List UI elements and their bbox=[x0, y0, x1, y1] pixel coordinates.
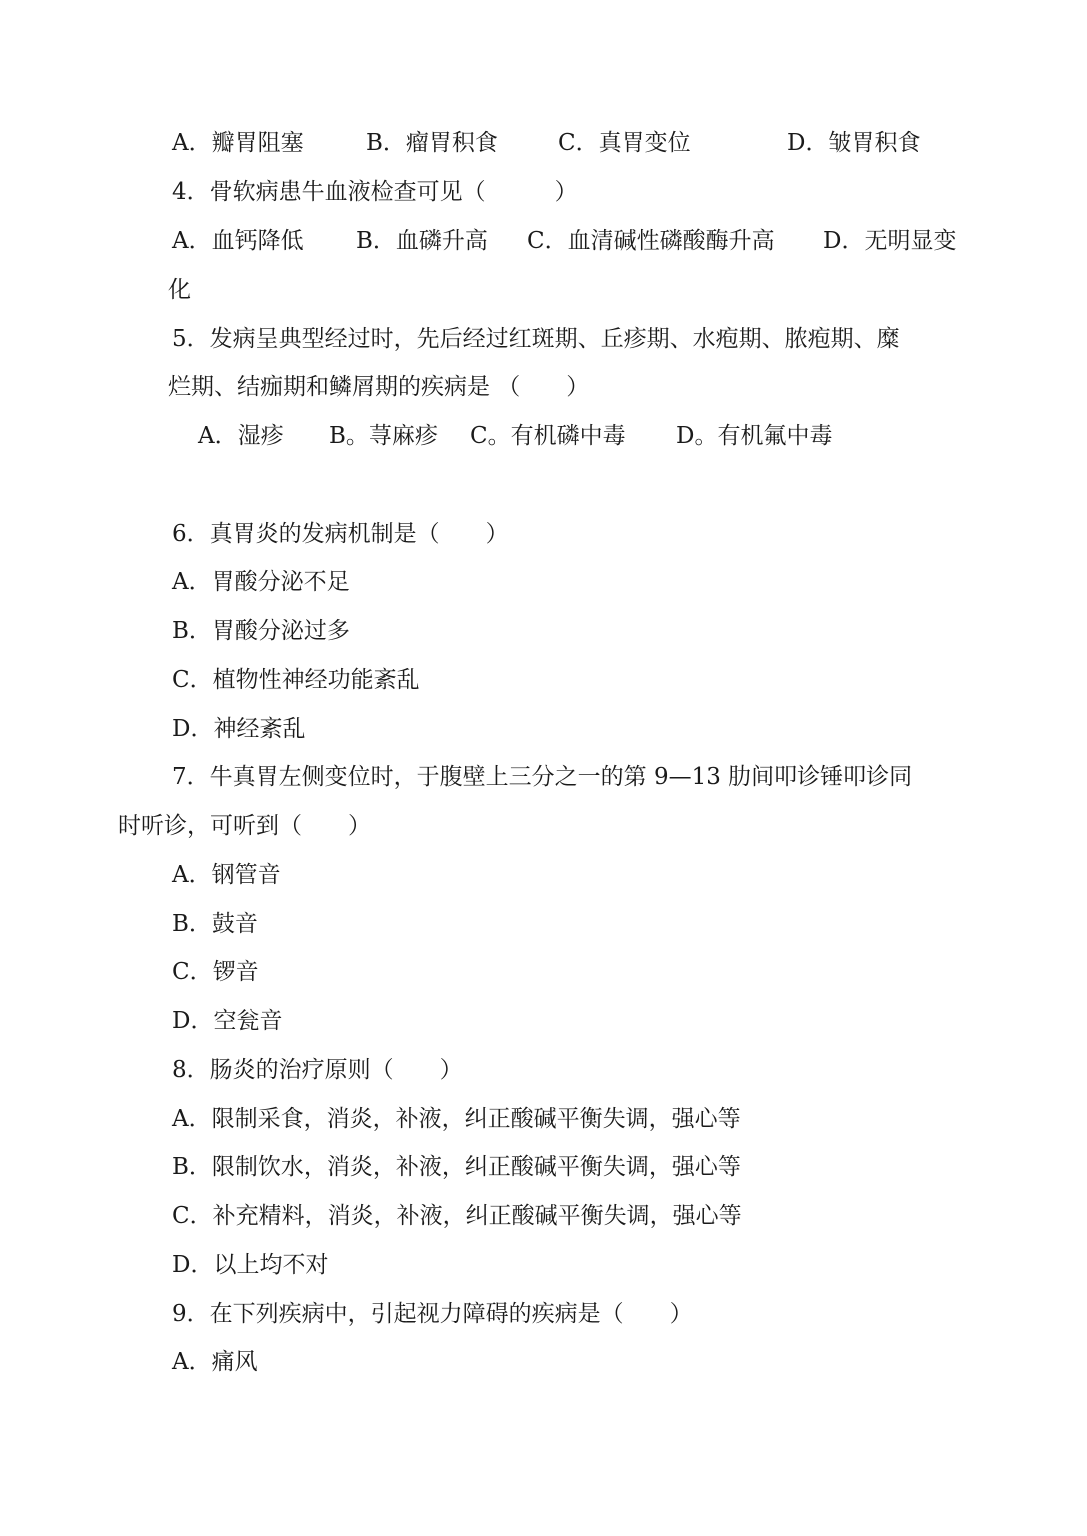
q4-option-a: A．血钙降低 bbox=[172, 228, 304, 254]
q5-option-d: D。有机氟中毒 bbox=[676, 423, 833, 449]
q6-option-c: C．植物性神经功能紊乱 bbox=[172, 667, 420, 693]
q3-options-row bbox=[0, 128, 1087, 158]
q4-option-c: C．血清碱性磷酸酶升高 bbox=[527, 228, 775, 254]
q5-stem-line-1: 5．发病呈典型经过时，先后经过红斑期、丘疹期、水疱期、脓疱期、糜 bbox=[172, 326, 900, 352]
q4-option-b: B．血磷升高 bbox=[356, 228, 488, 254]
q6-option-a: A．胃酸分泌不足 bbox=[172, 569, 350, 595]
q7-option-b: B．鼓音 bbox=[172, 911, 258, 937]
q3-option-d: D．皱胃积食 bbox=[787, 130, 921, 156]
q4-stem: 4．骨软病患牛血液检查可见（ ） bbox=[172, 179, 578, 205]
q3-option-b: B．瘤胃积食 bbox=[366, 130, 498, 156]
q8-option-c: C．补充精料，消炎，补液，纠正酸碱平衡失调，强心等 bbox=[172, 1203, 742, 1229]
q8-option-d: D．以上均不对 bbox=[172, 1252, 329, 1278]
q9-stem: 9．在下列疾病中，引起视力障碍的疾病是（ ） bbox=[172, 1301, 693, 1327]
q5-option-a: A．湿疹 bbox=[198, 423, 284, 449]
q7-stem-line-1: 7．牛真胃左侧变位时，于腹壁上三分之一的第 9—13 肋间叩诊锤叩诊同 bbox=[172, 764, 913, 790]
q5-option-c: C。有机磷中毒 bbox=[470, 423, 626, 449]
q4-options-row bbox=[0, 226, 1087, 256]
q8-stem: 8．肠炎的治疗原则（ ） bbox=[172, 1057, 463, 1083]
q3-option-c: C．真胃变位 bbox=[558, 130, 691, 156]
q7-option-a: A．钢管音 bbox=[172, 862, 281, 888]
q6-option-b: B．胃酸分泌过多 bbox=[172, 618, 350, 644]
q7-option-d: D．空瓮音 bbox=[172, 1008, 283, 1034]
q3-option-a: A．瓣胃阻塞 bbox=[172, 130, 304, 156]
q6-stem: 6．真胃炎的发病机制是（ ） bbox=[172, 521, 509, 547]
q7-option-c: C．锣音 bbox=[172, 959, 259, 985]
q6-option-d: D．神经紊乱 bbox=[172, 716, 306, 742]
q5-option-b: B。荨麻疹 bbox=[329, 423, 438, 449]
q5-options-row bbox=[0, 421, 1087, 451]
q4-option-d: D．无明显变 bbox=[823, 228, 957, 254]
q7-stem-line-2: 时听诊，可听到（ ） bbox=[118, 813, 371, 839]
q4-option-d-continuation: 化 bbox=[168, 277, 191, 303]
q5-stem-line-2: 烂期、结痂期和鳞屑期的疾病是 （ ） bbox=[168, 374, 590, 400]
q9-option-a: A．痛风 bbox=[172, 1349, 258, 1375]
q8-option-a: A．限制采食，消炎，补液，纠正酸碱平衡失调，强心等 bbox=[172, 1106, 741, 1132]
q8-option-b: B．限制饮水，消炎，补液，纠正酸碱平衡失调，强心等 bbox=[172, 1154, 741, 1180]
